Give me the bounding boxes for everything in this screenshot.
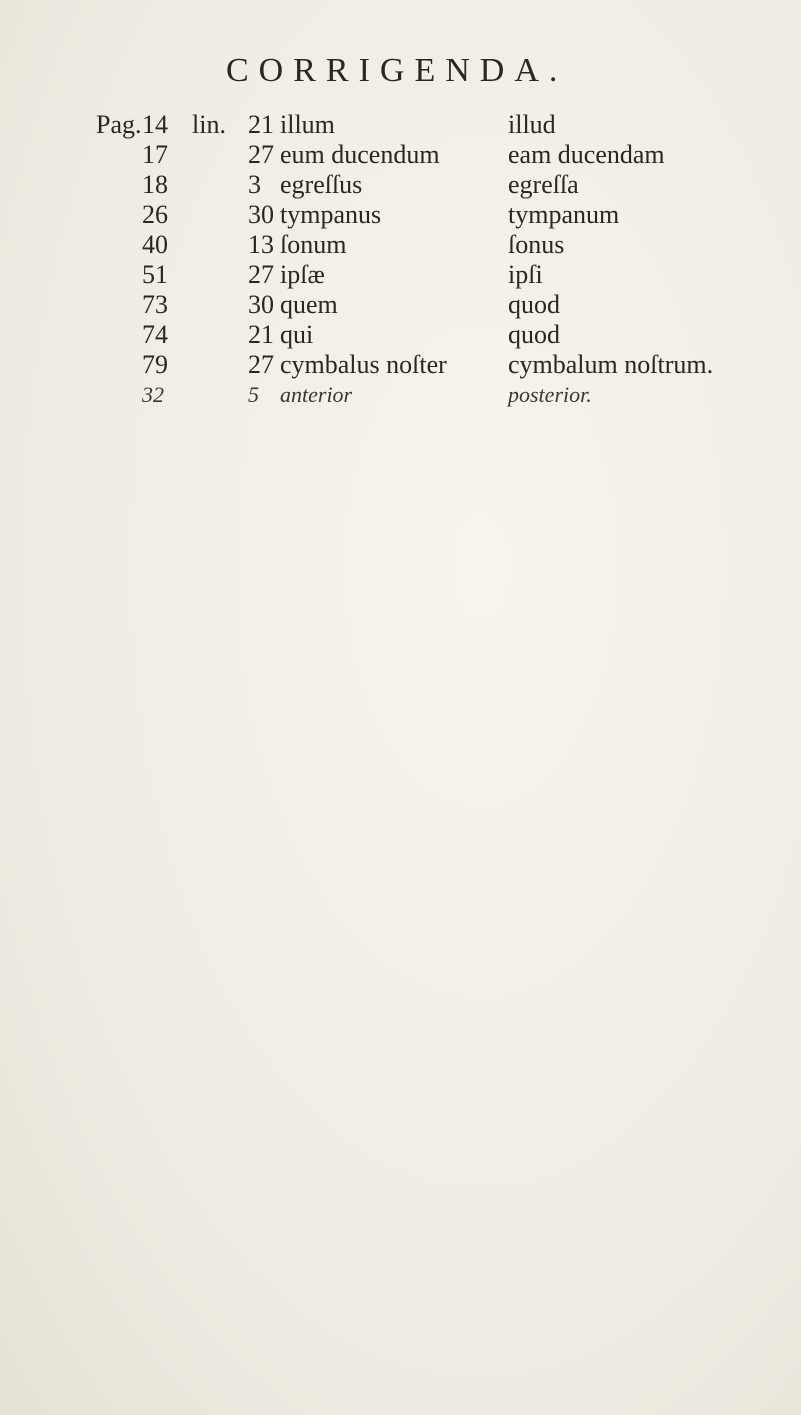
correction-text: eam ducendam: [508, 140, 665, 169]
page-title: CORRIGENDA.: [226, 52, 568, 89]
correction-text: egreſſa: [508, 170, 579, 199]
erratum-text: qui: [280, 320, 314, 349]
page-number: 17: [142, 140, 168, 169]
correction-text: ſonus: [508, 230, 565, 259]
correction-text: cymbalum noſtrum.: [508, 350, 714, 379]
page-number: 18: [142, 170, 168, 199]
page-number: 79: [142, 350, 168, 379]
correction-text: quod: [508, 320, 560, 349]
line-number: 21: [248, 110, 274, 139]
page-number: 51: [142, 260, 168, 289]
erratum-text: eum ducendum: [280, 140, 440, 169]
erratum-text: ipſæ: [280, 260, 325, 289]
line-number: 3: [248, 170, 261, 199]
correction-text: tympanum: [508, 200, 620, 229]
line-number: 27: [248, 140, 274, 169]
page-number: 14: [142, 110, 168, 139]
page-number: 74: [142, 320, 168, 349]
page-number: 32: [142, 382, 164, 407]
line-number: 13: [248, 230, 274, 259]
line-number: 30: [248, 200, 274, 229]
erratum-text: anterior: [280, 382, 353, 407]
correction-text: quod: [508, 290, 560, 319]
correction-text: ipſi: [508, 260, 543, 289]
line-number: 5: [248, 382, 259, 407]
correction-text: posterior.: [508, 382, 592, 407]
pag-label: Pag.: [96, 110, 142, 139]
page-number: 26: [142, 200, 168, 229]
line-number: 27: [248, 260, 274, 289]
line-number: 27: [248, 350, 274, 379]
line-number: 30: [248, 290, 274, 319]
erratum-text: quem: [280, 290, 338, 319]
page-number: 40: [142, 230, 168, 259]
correction-text: illud: [508, 110, 556, 139]
lin-label: lin.: [192, 110, 226, 139]
erratum-text: ſonum: [280, 230, 347, 259]
page-number: 73: [142, 290, 168, 319]
erratum-text: tympanus: [280, 200, 382, 229]
erratum-text: egreſſus: [280, 170, 363, 199]
erratum-text: illum: [280, 110, 335, 139]
line-number: 21: [248, 320, 274, 349]
erratum-text: cymbalus noſter: [280, 350, 447, 379]
